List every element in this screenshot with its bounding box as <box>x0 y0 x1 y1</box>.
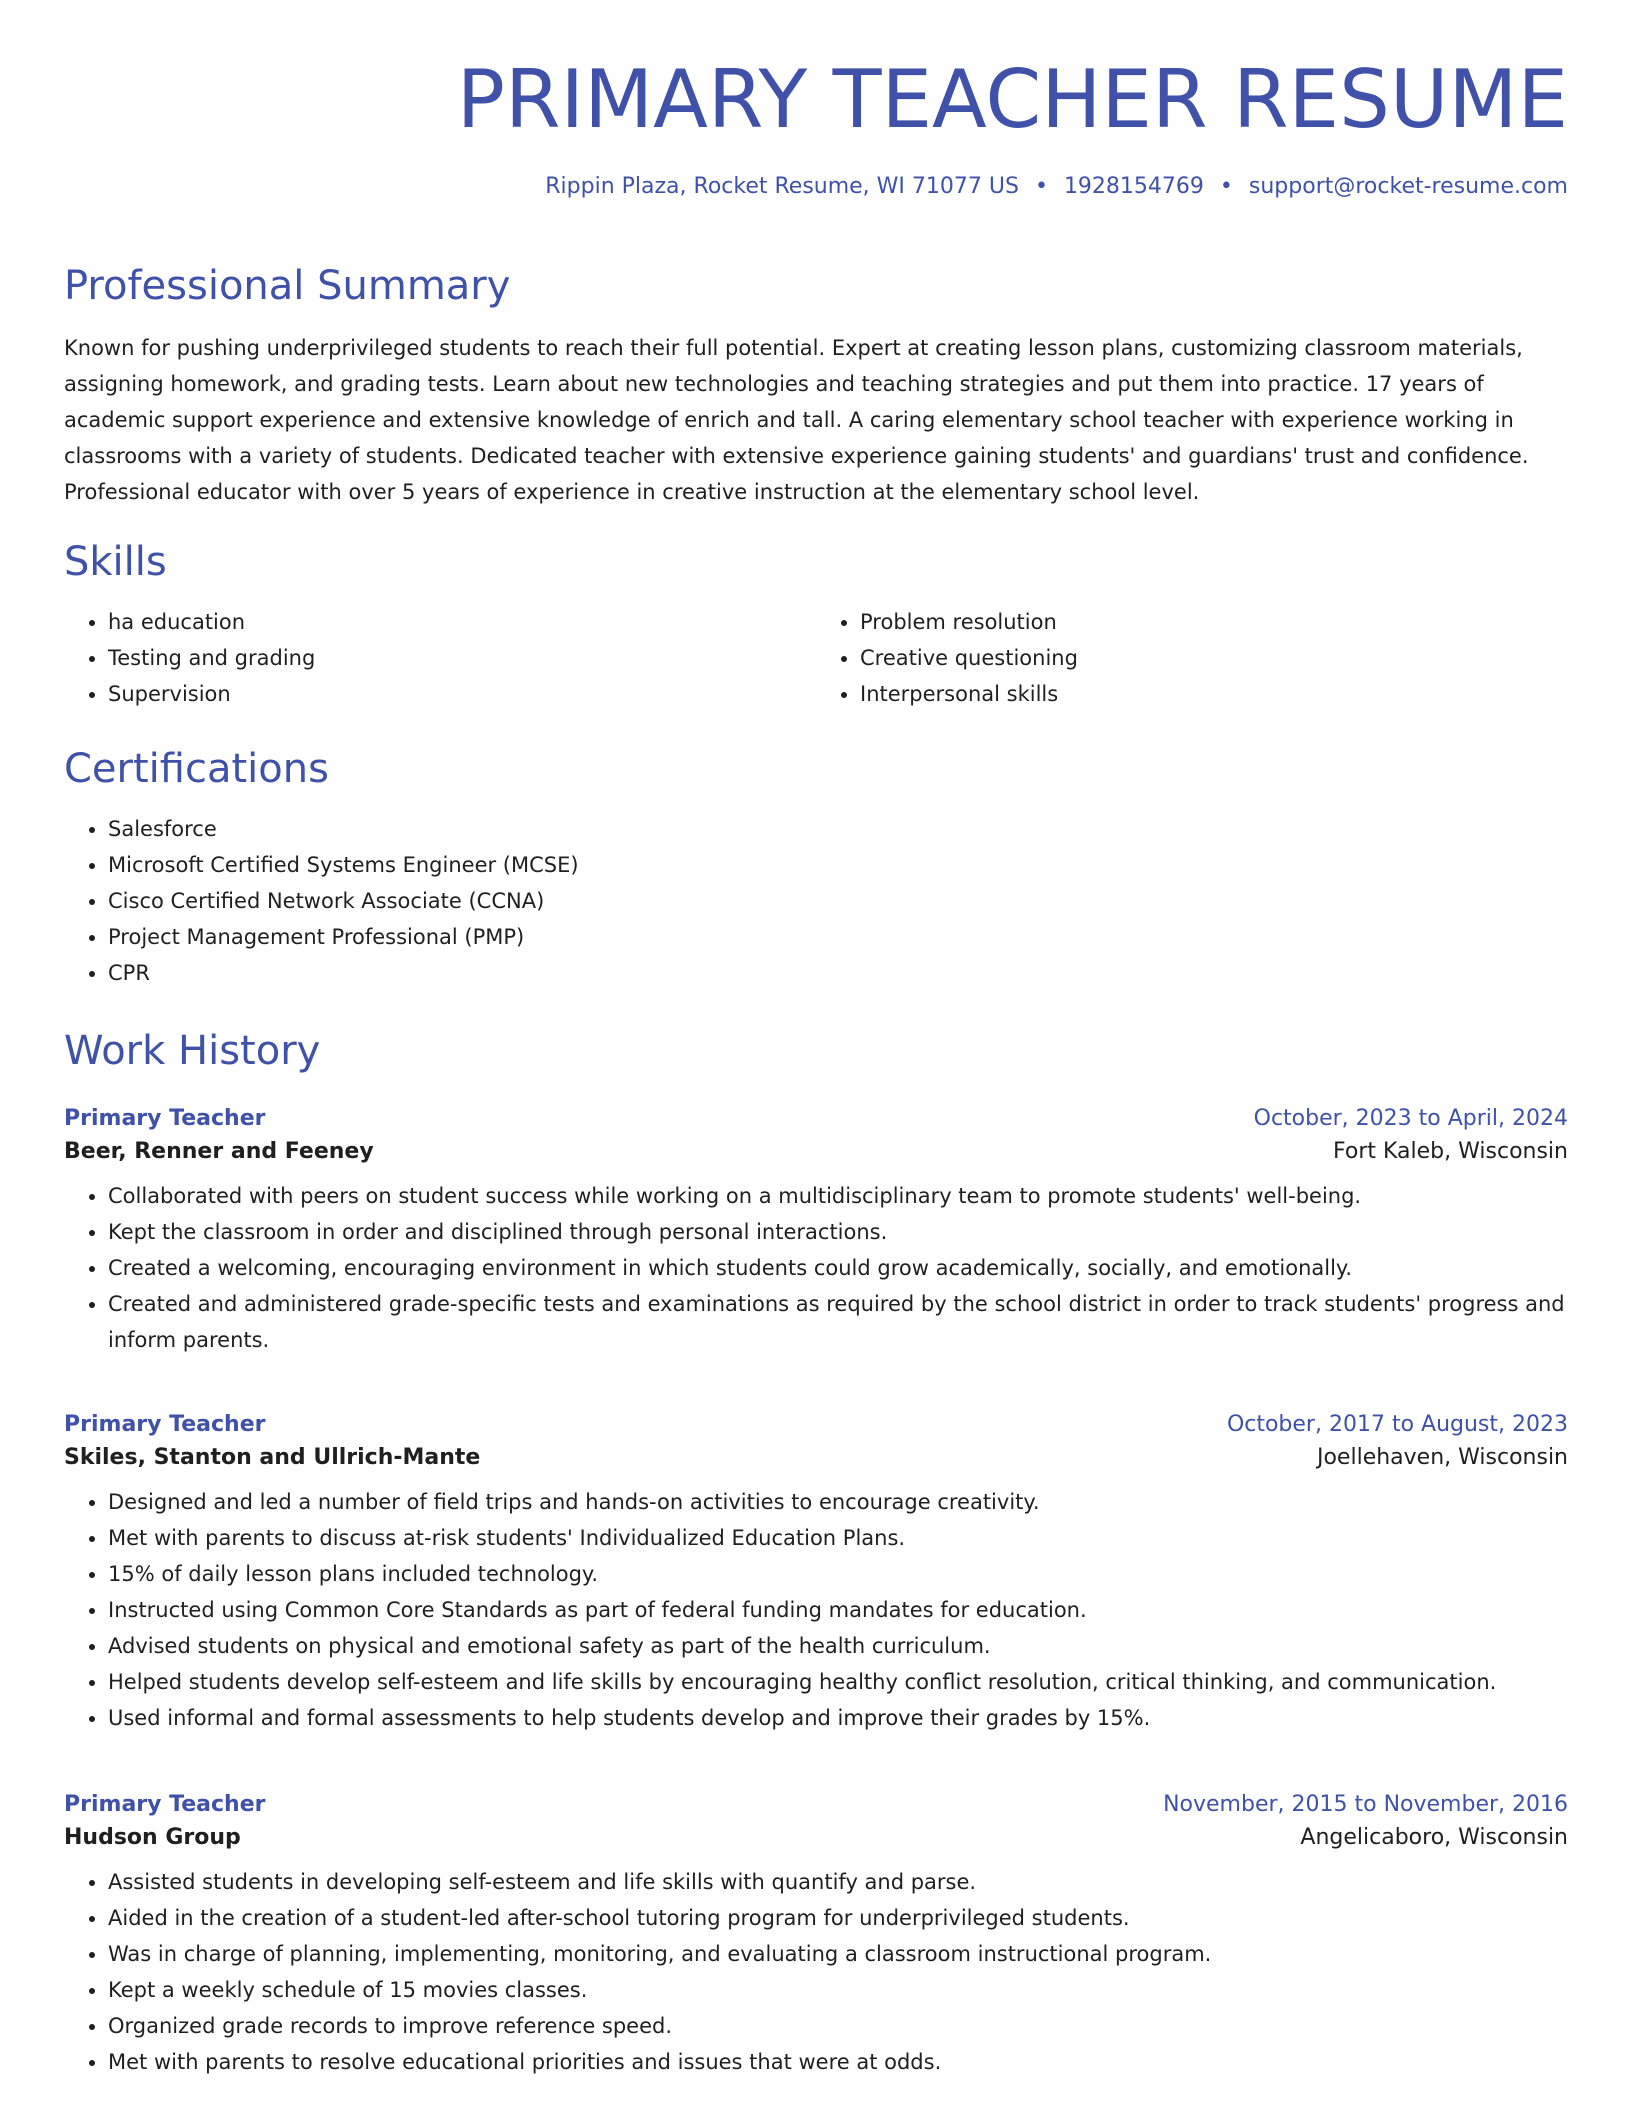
skills-list-left <box>64 604 816 712</box>
job-title: Primary Teacher <box>64 1412 266 1437</box>
job-bullet: • Advised students on physical and emotional safety as part of the health curriculum. <box>108 1628 1568 1664</box>
job-bullet: • Instructed using Common Core Standards as part of federal funding mandates for education. <box>108 1592 1568 1628</box>
phone-text: 1928154769 <box>1063 174 1204 199</box>
skill-item: • Testing and grading <box>108 640 816 676</box>
job-entry <box>64 1412 1568 1736</box>
job-bullets <box>64 1864 1568 2080</box>
certification-item: • CPR <box>108 955 1568 991</box>
certifications-list <box>64 811 1568 991</box>
job-header <box>64 1792 1568 1817</box>
skills-columns <box>64 604 1568 712</box>
skill-item: • ha education <box>108 604 816 640</box>
skill-item: • Interpersonal skills <box>860 676 1568 712</box>
job-bullet: • Collaborated with peers on student success while working on a multidisciplinary team to promote students' well-being. <box>108 1178 1568 1214</box>
resume-title: PRIMARY TEACHER RESUME <box>456 53 1568 146</box>
job-bullet: • Used informal and formal assessments to help students develop and improve their grades by 15%. <box>108 1700 1568 1736</box>
job-bullet: • Designed and led a number of field trips and hands-on activities to encourage creativity. <box>108 1484 1568 1520</box>
job-bullet: • Was in charge of planning, implementing, monitoring, and evaluating a classroom instructional program. <box>108 1936 1568 1972</box>
job-location: Joellehaven, Wisconsin <box>1316 1445 1568 1470</box>
job-bullet: • Organized grade records to improve reference speed. <box>108 2008 1568 2044</box>
job-title: Primary Teacher <box>64 1792 266 1817</box>
summary-heading: Professional Summary <box>64 263 511 309</box>
job-bullet: • Created a welcoming, encouraging environment in which students could grow academically, socially, and emotionally. <box>108 1250 1568 1286</box>
job-header <box>64 1412 1568 1437</box>
contact-separator: • <box>1219 174 1233 199</box>
job-bullet: • Kept the classroom in order and disciplined through personal interactions. <box>108 1214 1568 1250</box>
job-company: Hudson Group <box>64 1825 241 1850</box>
skill-item: • Supervision <box>108 676 816 712</box>
certification-item: • Cisco Certified Network Associate (CCNA) <box>108 883 1568 919</box>
job-bullet: • Helped students develop self-esteem and life skills by encouraging healthy conflict resolution, critical thinking, and communication. <box>108 1664 1568 1700</box>
job-bullet: • 15% of daily lesson plans included technology. <box>108 1556 1568 1592</box>
job-bullet: • Met with parents to resolve educational priorities and issues that were at odds. <box>108 2044 1568 2080</box>
certification-item: • Salesforce <box>108 811 1568 847</box>
job-bullet: • Kept a weekly schedule of 15 movies classes. <box>108 1972 1568 2008</box>
job-location: Fort Kaleb, Wisconsin <box>1333 1139 1568 1164</box>
job-bullet: • Aided in the creation of a student-led after-school tutoring program for underprivileged students. <box>108 1900 1568 1936</box>
job-dates: October, 2017 to August, 2023 <box>1226 1412 1568 1437</box>
job-title: Primary Teacher <box>64 1106 266 1131</box>
certifications-section <box>64 745 1568 991</box>
job-subheader <box>64 1825 1568 1850</box>
email-link[interactable]: support@rocket-resume.com <box>1248 174 1568 199</box>
address-text: Rippin Plaza, Rocket Resume, WI 71077 US <box>545 174 1019 199</box>
job-entry <box>64 1792 1568 2080</box>
job-dates: October, 2023 to April, 2024 <box>1253 1106 1568 1131</box>
work-history-section <box>64 1027 1568 1075</box>
job-company: Skiles, Stanton and Ullrich-Mante <box>64 1445 481 1470</box>
resume-page <box>64 0 1568 2074</box>
certification-item: • Microsoft Certified Systems Engineer (MCSE) <box>108 847 1568 883</box>
job-header <box>64 1106 1568 1131</box>
job-subheader <box>64 1445 1568 1470</box>
job-bullet: • Met with parents to discuss at-risk students' Individualized Education Plans. <box>108 1520 1568 1556</box>
job-company: Beer, Renner and Feeney <box>64 1139 374 1164</box>
skill-item: • Problem resolution <box>860 604 1568 640</box>
contact-line <box>64 174 1568 199</box>
job-dates: November, 2015 to November, 2016 <box>1163 1792 1568 1817</box>
job-bullets <box>64 1484 1568 1736</box>
skills-list-right <box>816 604 1568 712</box>
certifications-heading: Certifications <box>64 746 329 792</box>
contact-separator: • <box>1034 174 1048 199</box>
skills-heading: Skills <box>64 539 167 585</box>
job-bullet: • Created and administered grade-specific tests and examinations as required by the school district in order to track students' progress and inform parents. <box>108 1286 1568 1358</box>
job-location: Angelicaboro, Wisconsin <box>1300 1825 1568 1850</box>
job-bullets <box>64 1178 1568 1358</box>
summary-text: Known for pushing underprivileged students to reach their full potential. Expert at creating lesson plans, customizing classroom materials, assigning homework, and grading tests. Learn about new technologies and teaching strategies and put them into practice. 17 years of academic support experience and extensive knowledge of enrich and tall. A caring elementary school teacher with experience working in classrooms with a variety of students. Dedicated teacher with extensive experience gaining students' and guardians' trust and confidence. Professional educator with over 5 years of experience in creative instruction at the elementary school level. <box>64 336 1529 504</box>
work-history-heading: Work History <box>64 1028 321 1074</box>
certification-item: • Project Management Professional (PMP) <box>108 919 1568 955</box>
skills-section <box>64 538 1568 712</box>
job-bullet: • Assisted students in developing self-esteem and life skills with quantify and parse. <box>108 1864 1568 1900</box>
job-subheader <box>64 1139 1568 1164</box>
summary-section <box>64 262 1568 510</box>
skill-item: • Creative questioning <box>860 640 1568 676</box>
job-entry <box>64 1106 1568 1358</box>
